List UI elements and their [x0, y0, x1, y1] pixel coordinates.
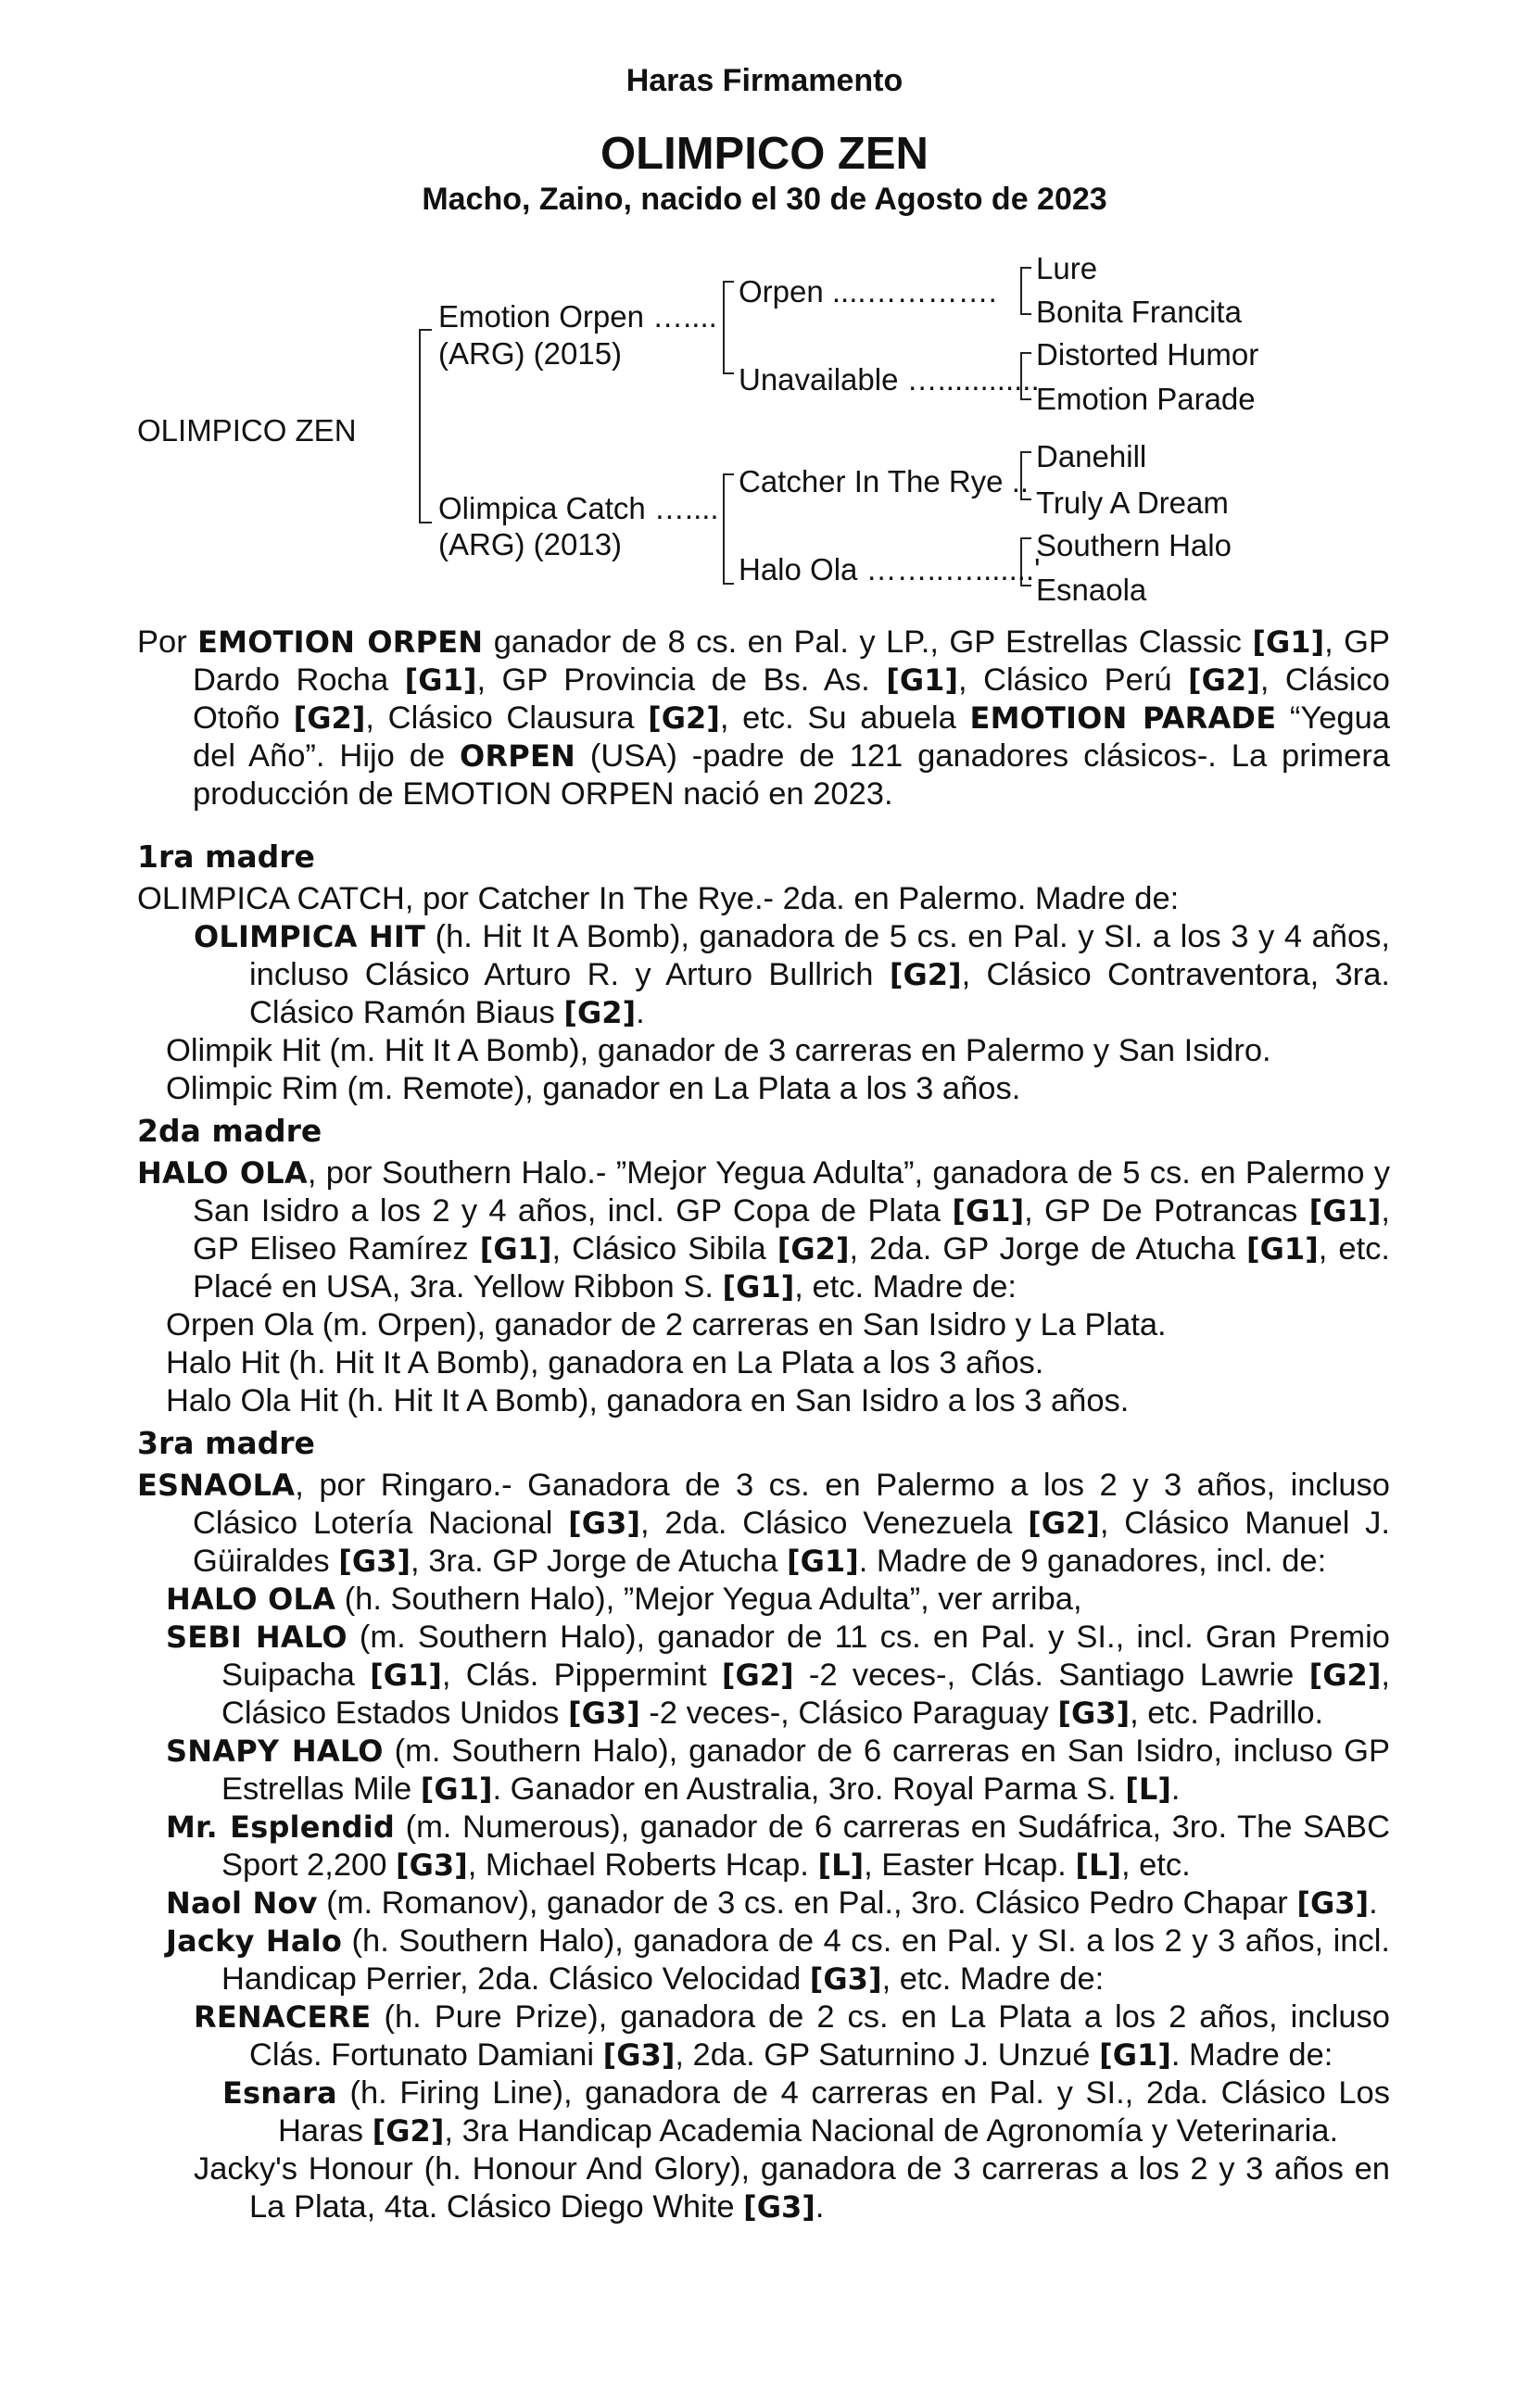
bracket-line: [723, 281, 725, 374]
grade-tag: [L]: [817, 1847, 865, 1883]
text-segment: , etc.: [1120, 1847, 1191, 1883]
horse-name: Jacky Halo: [166, 1923, 343, 1959]
heading-first-dam: 1ra madre: [137, 838, 315, 875]
text-segment: , GP Eliseo Ramírez: [193, 1193, 1390, 1267]
produce-entry: [137, 1032, 1390, 1070]
grade-tag: [G1]: [1245, 1231, 1319, 1267]
grade-tag: [G3]: [395, 1847, 468, 1883]
grade-tag: [G3]: [602, 2037, 676, 2073]
text-segment: , 3ra. GP Jorge de Atucha: [411, 1544, 787, 1579]
pedigree-gen3: Esnaola: [1036, 573, 1147, 607]
horse-name: Naol Nov: [166, 1885, 318, 1921]
pedigree-gen3: Danehill: [1036, 439, 1147, 473]
grade-tag: [G3]: [1296, 1885, 1370, 1921]
dam-paragraph: [137, 880, 1390, 918]
text-segment: , etc. Su abuela: [719, 700, 970, 736]
text-segment: , etc. Madre de:: [881, 1961, 1105, 1997]
horse-title: OLIMPICO ZEN: [600, 129, 929, 179]
produce-entry: [137, 1344, 1390, 1382]
dam-paragraph: [137, 1467, 1390, 1581]
text-segment: (h. Southern Halo), ”Mejor Yegua Adulta”, ver arriba,: [335, 1582, 1082, 1617]
pedigree-sire-origin: (ARG) (2015): [438, 336, 623, 371]
grade-tag: [G2]: [777, 1231, 850, 1267]
produce-entry: [137, 918, 1390, 1032]
bracket-line: [723, 473, 725, 585]
pedigree-dam-origin: (ARG) (2013): [438, 527, 623, 561]
text-segment: (m. Southern Halo), ganador de 6 carreras en San Isidro, incluso GP Estrellas Mile: [221, 1734, 1390, 1807]
grade-tag: [G3]: [809, 1961, 882, 1997]
text-segment: , 2da. GP Jorge de Atucha: [849, 1231, 1246, 1267]
sire-paragraph: [137, 624, 1390, 813]
horse-name: ESNAOLA: [137, 1468, 296, 1503]
text-segment: Olimpik Hit (m. Hit It A Bomb), ganador de 3 carreras en Palermo y San Isidro.: [166, 1033, 1271, 1068]
text-segment: , Clásico Clausura: [365, 700, 649, 736]
horse-name: HALO OLA: [137, 1155, 308, 1191]
grade-tag: [G1]: [404, 662, 477, 698]
grade-tag: [G3]: [338, 1544, 411, 1579]
produce-entry: [137, 1382, 1390, 1420]
grade-tag: [G1]: [886, 662, 958, 698]
grade-tag: [G1]: [952, 1193, 1025, 1229]
bracket-line: [723, 281, 734, 283]
pedigree-gen2: Orpen ....………….: [739, 274, 997, 309]
produce-entry: [137, 1619, 1390, 1733]
grade-tag: [G2]: [1308, 1658, 1382, 1693]
bracket-line: [1020, 398, 1031, 400]
catalog-body: [137, 624, 1390, 2226]
grade-tag: [G2]: [293, 700, 366, 736]
horse-name: Esnara: [222, 2075, 337, 2111]
pedigree-gen3: Bonita Francita: [1036, 295, 1242, 329]
text-segment: -2 veces-, Clás. Santiago Lawrie: [793, 1658, 1309, 1693]
text-segment: , Clásico Perú: [958, 662, 1189, 698]
bracket-line: [1020, 267, 1031, 269]
pedigree-gen3: Lure: [1036, 251, 1098, 285]
text-segment: , Clásico Otoño: [193, 662, 1390, 736]
produce-entry: [137, 1923, 1390, 1998]
bracket-line: [1020, 537, 1031, 539]
text-segment: (m. Romanov), ganador de 3 cs. en Pal., 3ro. Clásico Pedro Chapar: [317, 1885, 1297, 1921]
text-segment: (h. Pure Prize), ganadora de 2 cs. en La Plata a los 2 años, incluso Clás. Fortunato Damiani: [249, 1999, 1390, 2073]
text-segment: , etc. Placé en USA, 3ra. Yellow Ribbon S.: [193, 1231, 1390, 1305]
bracket-line: [419, 329, 421, 523]
text-segment: .: [1369, 1885, 1378, 1921]
bracket-line: [419, 329, 432, 331]
text-segment: (USA) -padre de 121 ganadores clásicos-. La primera producción de EMOTION ORPEN nació en 2023.: [193, 738, 1390, 812]
text-segment: . Madre de 9 ganadores, incl. de:: [858, 1544, 1327, 1579]
grade-tag: [G1]: [370, 1658, 442, 1693]
pedigree-gen2: Catcher In The Rye ..: [739, 464, 1030, 498]
grade-tag: [G3]: [568, 1506, 640, 1541]
text-segment: Jacky's Honour (h. Honour And Glory), ganadora de 3 carreras a los 2 y 3 años en La Plata, 4ta. Clásico Diego White: [194, 2151, 1390, 2225]
grade-tag: [G1]: [1099, 2037, 1171, 2073]
grade-tag: [G2]: [721, 1658, 794, 1693]
text-segment: , Michael Roberts Hcap.: [467, 1847, 818, 1883]
horse-name: EMOTION PARADE: [969, 700, 1277, 736]
text-segment: , 3ra Handicap Academia Nacional de Agronomía y Veterinaria.: [444, 2113, 1339, 2149]
text-segment: , 2da. GP Saturnino J. Unzué: [675, 2037, 1100, 2073]
text-segment: (h. Southern Halo), ganadora de 4 cs. en Pal. y SI. a los 2 y 3 años, incl. Handicap Perrier, 2da. Clásico Velocidad: [221, 1923, 1390, 1997]
bracket-line: [723, 372, 734, 374]
text-segment: , Clásico Contraventora, 3ra. Clásico Ramón Biaus: [249, 957, 1390, 1030]
text-segment: ganador de 8 cs. en Pal. y LP., GP Estrellas Classic: [483, 624, 1253, 660]
horse-name: Mr. Esplendid: [166, 1809, 395, 1845]
produce-entry: [137, 2150, 1390, 2226]
text-segment: , Clásico Estados Unidos: [221, 1658, 1390, 1731]
text-segment: . Ganador en Australia, 3ro. Royal Parma S.: [492, 1771, 1126, 1807]
bracket-line: [1020, 313, 1031, 315]
pedigree-gen2: Unavailable …............: [739, 362, 1040, 397]
text-segment: , Clásico Manuel J. Güiraldes: [193, 1506, 1391, 1579]
produce-entry: [137, 1998, 1390, 2074]
text-segment: Halo Hit (h. Hit It A Bomb), ganadora en La Plata a los 3 años.: [166, 1345, 1044, 1381]
bracket-line: [1020, 451, 1031, 453]
text-segment: Halo Ola Hit (h. Hit It A Bomb), ganadora en San Isidro a los 3 años.: [166, 1383, 1130, 1418]
text-segment: , Clás. Pippermint: [441, 1658, 722, 1693]
horse-name: ORPEN: [460, 738, 575, 774]
text-segment: , etc. Padrillo.: [1130, 1696, 1324, 1731]
pedigree-gen3: Emotion Parade: [1036, 382, 1256, 416]
grade-tag: [G2]: [648, 700, 720, 736]
text-segment: , GP Dardo Rocha: [193, 624, 1390, 698]
text-segment: , Clásico Sibila: [551, 1231, 777, 1267]
grade-tag: [G2]: [1028, 1506, 1100, 1541]
text-segment: , Easter Hcap.: [864, 1847, 1076, 1883]
grade-tag: [G3]: [1057, 1696, 1131, 1731]
pedigree-gen3: Distorted Humor: [1036, 337, 1259, 372]
pedigree-dam: Olimpica Catch …....: [438, 491, 719, 525]
text-segment: , GP De Potrancas: [1024, 1193, 1309, 1229]
grade-tag: [G3]: [567, 1696, 640, 1731]
text-segment: , por Southern Halo.- ”Mejor Yegua Adulta”, ganadora de 5 cs. en Palermo y San Isidro a los 2 y 4 años, incl. GP Copa de Plata: [193, 1155, 1390, 1229]
text-segment: (h. Hit It A Bomb), ganadora de 5 cs. en Pal. y SI. a los 3 y 4 años, incluso Clásico Arturo R. y Arturo Bullrich: [249, 919, 1390, 992]
produce-entry: [137, 1070, 1390, 1108]
text-segment: , GP Provincia de Bs. As.: [476, 662, 887, 698]
grade-tag: [G1]: [1252, 624, 1325, 660]
grade-tag: [G1]: [722, 1269, 795, 1305]
text-segment: . Madre de:: [1170, 2037, 1333, 2073]
produce-entry: [137, 1306, 1390, 1344]
text-segment: -2 veces-, Clásico Paraguay: [639, 1696, 1058, 1731]
bracket-line: [723, 583, 734, 585]
grade-tag: [L]: [1125, 1771, 1171, 1807]
horse-name: SEBI HALO: [166, 1620, 348, 1655]
text-segment: .: [636, 995, 645, 1030]
pedigree-sire: Emotion Orpen …....: [438, 299, 717, 334]
produce-entry: [137, 1885, 1390, 1923]
grade-tag: [G3]: [743, 2189, 815, 2225]
grade-tag: [G1]: [479, 1231, 552, 1267]
horse-name: RENACERE: [194, 1999, 372, 2035]
grade-tag: [L]: [1075, 1847, 1121, 1883]
text-segment: , 2da. Clásico Venezuela: [639, 1506, 1029, 1541]
grade-tag: [G1]: [420, 1771, 493, 1807]
text-segment: .: [815, 2189, 825, 2225]
grade-tag: [G2]: [563, 995, 637, 1030]
horse-subtitle: Macho, Zaino, nacido el 30 de Agosto de 2023: [422, 182, 1107, 217]
produce-entry: [137, 1581, 1390, 1619]
pedigree-subject: OLIMPICO ZEN: [137, 413, 357, 448]
pedigree-gen3: Truly A Dream: [1036, 485, 1229, 520]
text-segment: .: [1170, 1771, 1181, 1807]
horse-name: EMOTION ORPEN: [197, 624, 484, 660]
heading-third-dam: 3ra madre: [137, 1425, 315, 1461]
text-segment: “Yegua del Año”. Hijo de: [193, 700, 1390, 774]
text-segment: (m. Southern Halo), ganador de 11 cs. en Pal. y SI., incl. Gran Premio Suipacha: [221, 1620, 1390, 1693]
grade-tag: [G1]: [1308, 1193, 1382, 1229]
grade-tag: [G1]: [786, 1544, 859, 1579]
pedigree-gen3: Southern Halo: [1036, 528, 1232, 562]
stud-name: Haras Firmamento: [626, 63, 904, 98]
grade-tag: [G2]: [372, 2113, 445, 2149]
bracket-line: [1020, 267, 1022, 315]
produce-entry: [137, 1809, 1390, 1885]
text-segment: (m. Numerous), ganador de 6 carreras en Sudáfrica, 3ro. The SABC Sport 2,200: [221, 1809, 1390, 1883]
grade-tag: [G2]: [1188, 662, 1260, 698]
bracket-line: [723, 473, 734, 475]
bracket-line: [1020, 352, 1031, 354]
pedigree-gen2: Halo Ola ……..….......': [739, 552, 1041, 586]
grade-tag: [G2]: [889, 957, 962, 992]
produce-entry: [137, 2074, 1390, 2150]
text-segment: Olimpic Rim (m. Remote), ganador en La Plata a los 3 años.: [166, 1071, 1021, 1106]
text-segment: OLIMPICA CATCH, por Catcher In The Rye.- 2da. en Palermo. Madre de:: [137, 881, 1180, 916]
text-segment: Por: [137, 624, 198, 660]
text-segment: , etc. Madre de:: [794, 1269, 1017, 1305]
horse-name: SNAPY HALO: [166, 1734, 384, 1769]
text-segment: (h. Firing Line), ganadora de 4 carreras en Pal. y SI., 2da. Clásico Los Haras: [278, 2075, 1390, 2149]
dam-paragraph: [137, 1154, 1390, 1306]
text-segment: , por Ringaro.- Ganadora de 3 cs. en Palermo a los 2 y 3 años, incluso Clásico Lotería Nacional: [193, 1468, 1390, 1541]
produce-entry: [137, 1733, 1390, 1809]
horse-name: HALO OLA: [166, 1582, 336, 1617]
horse-name: OLIMPICA HIT: [194, 919, 426, 954]
bracket-line: [419, 522, 432, 523]
heading-second-dam: 2da madre: [137, 1113, 322, 1149]
text-segment: Orpen Ola (m. Orpen), ganador de 2 carreras en San Isidro y La Plata.: [166, 1307, 1167, 1343]
